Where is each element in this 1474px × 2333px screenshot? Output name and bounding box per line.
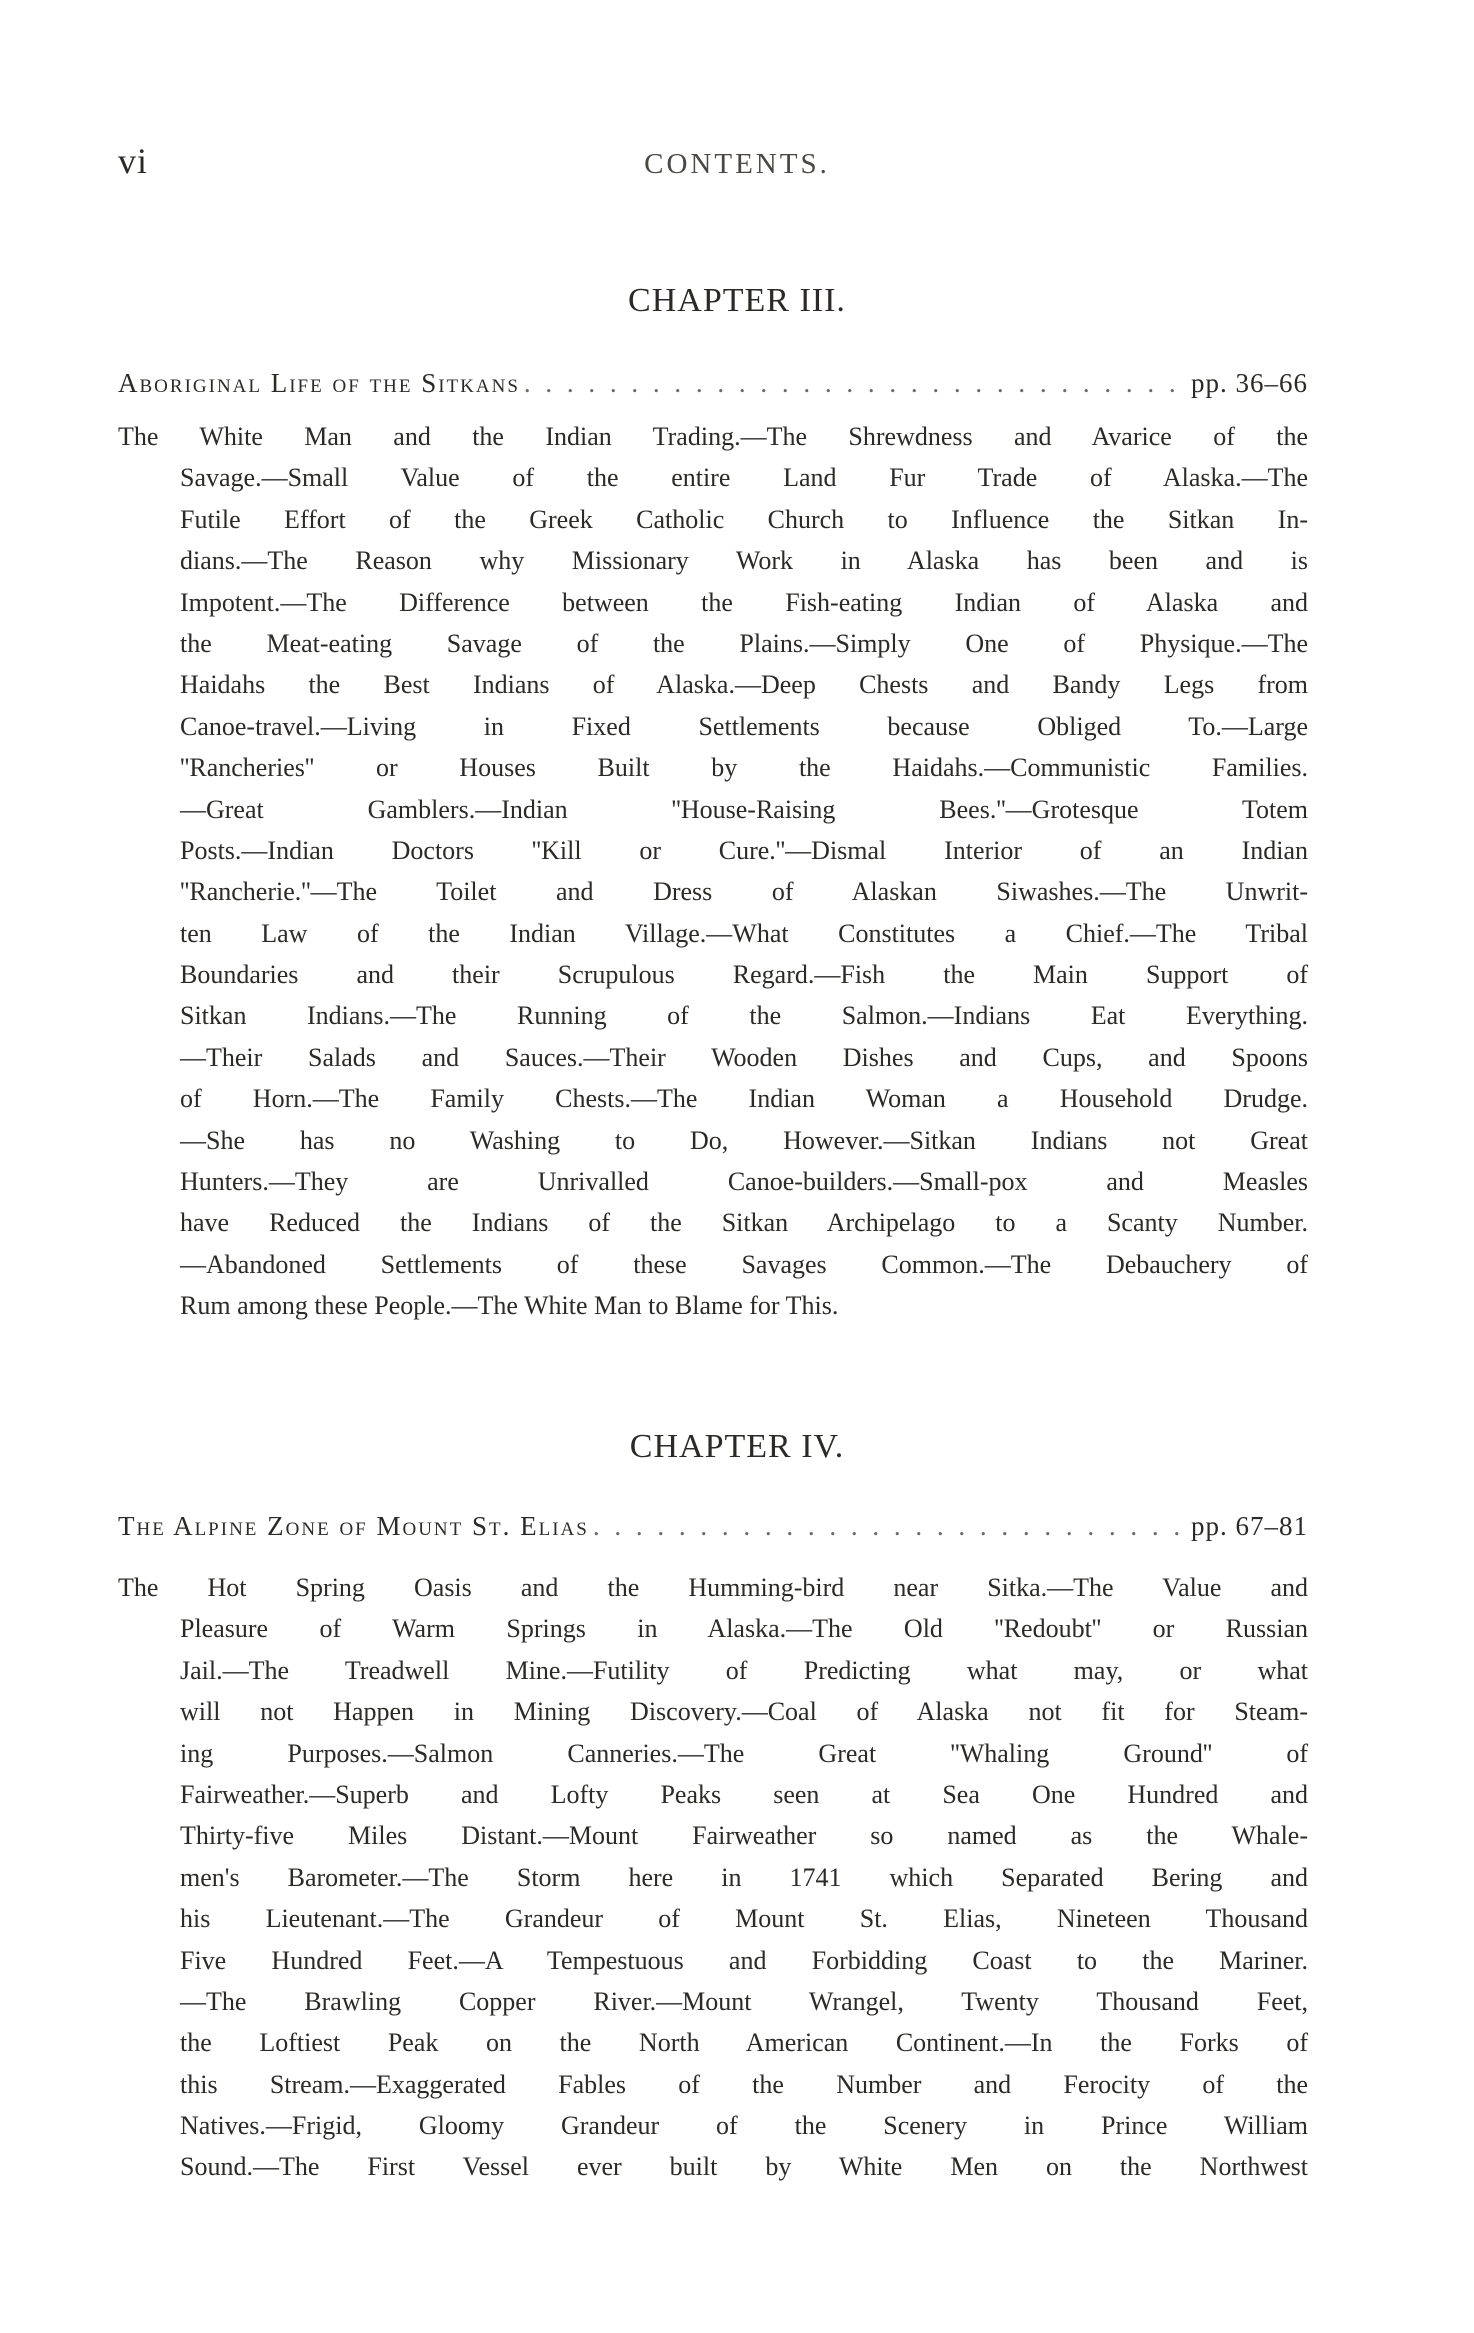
summary-line: The Hot Spring Oasis and the Humming-bird near Sitka.—The Value and — [118, 1573, 1308, 1602]
summary-line: ''Rancheries'' or Houses Built by the Haidahs.—Communistic Families. — [180, 753, 1308, 783]
chapter-title-line — [118, 1511, 1308, 1542]
summary-line: have Reduced the Indians of the Sitkan Archipelago to a Scanty Number. — [180, 1208, 1308, 1238]
summary-line: Pleasure of Warm Springs in Alaska.—The Old ''Redoubt'' or Russian — [180, 1614, 1308, 1644]
summary-line: Futile Effort of the Greek Catholic Church to Influence the Sitkan In- — [180, 504, 1308, 534]
chapter-summary — [118, 416, 1308, 1327]
summary-line: Savage.—Small Value of the entire Land Fur Trade of Alaska.—The — [180, 463, 1308, 493]
summary-line: —Their Salads and Sauces.—Their Wooden Dishes and Cups, and Spoons — [180, 1042, 1308, 1072]
summary-line: Fairweather.—Superb and Lofty Peaks seen at Sea One Hundred and — [180, 1779, 1308, 1809]
summary-line: ing Purposes.—Salmon Canneries.—The Great ''Whaling Ground'' of — [180, 1738, 1308, 1768]
chapter-heading: CHAPTER IV. — [629, 1428, 845, 1465]
running-head: CONTENTS. — [644, 148, 830, 180]
summary-line: Thirty-five Miles Distant.—Mount Fairweather so named as the Whale- — [180, 1821, 1308, 1851]
summary-line: Sitkan Indians.—The Running of the Salmon.—Indians Eat Everything. — [180, 1001, 1308, 1031]
summary-line: the Meat-eating Savage of the Plains.—Simply One of Physique.—The — [180, 628, 1308, 658]
summary-line: Boundaries and their Scrupulous Regard.—Fish the Main Support of — [180, 960, 1308, 990]
summary-line: Impotent.—The Difference between the Fish-eating Indian of Alaska and — [180, 587, 1308, 617]
summary-line: dians.—The Reason why Missionary Work in Alaska has been and is — [180, 546, 1308, 576]
chapter-page-range: pp. 36–66 — [1191, 368, 1308, 398]
summary-line: will not Happen in Mining Discovery.—Coal of Alaska not fit for Steam- — [180, 1697, 1308, 1727]
summary-line: Natives.—Frigid, Gloomy Grandeur of the Scenery in Prince William — [180, 2111, 1308, 2141]
chapter-summary — [118, 1567, 1308, 2188]
summary-line: ''Rancherie.''—The Toilet and Dress of Alaskan Siwashes.—The Unwrit- — [180, 877, 1308, 907]
summary-line: ten Law of the Indian Village.—What Constitutes a Chief.—The Tribal — [180, 918, 1308, 948]
summary-line: Jail.—The Treadwell Mine.—Futility of Predicting what may, or what — [180, 1655, 1308, 1685]
summary-line: Canoe-travel.—Living in Fixed Settlements because Obliged To.—Large — [180, 711, 1308, 741]
summary-line: Posts.—Indian Doctors ''Kill or Cure.''—Dismal Interior of an Indian — [180, 835, 1308, 865]
chapter-heading: CHAPTER III. — [628, 282, 846, 319]
page-folio: vi — [118, 141, 149, 181]
chapter-title: Aboriginal Life of the Sitkans — [118, 368, 520, 398]
summary-line: this Stream.—Exaggerated Fables of the Number and Ferocity of the — [180, 2069, 1308, 2099]
summary-line: Rum among these People.—The White Man to Blame for This. — [180, 1291, 839, 1321]
summary-line: men's Barometer.—The Storm here in 1741 which Separated Bering and — [180, 1862, 1308, 1892]
summary-line: of Horn.—The Family Chests.—The Indian Woman a Household Drudge. — [180, 1084, 1308, 1114]
chapter-title-line — [118, 368, 1308, 399]
dot-leader — [589, 1511, 1191, 1542]
summary-line: —She has no Washing to Do, However.—Sitkan Indians not Great — [180, 1125, 1308, 1155]
summary-line: —Abandoned Settlements of these Savages Common.—The Debauchery of — [180, 1249, 1308, 1279]
summary-line: Sound.—The First Vessel ever built by White Men on the Northwest — [180, 2152, 1308, 2182]
summary-line: Hunters.—They are Unrivalled Canoe-builders.—Small-pox and Measles — [180, 1167, 1308, 1197]
dot-leader — [520, 368, 1191, 399]
summary-line: —The Brawling Copper River.—Mount Wrangel, Twenty Thousand Feet, — [180, 1986, 1308, 2016]
summary-line: the Loftiest Peak on the North American Continent.—In the Forks of — [180, 2028, 1308, 2058]
summary-line: The White Man and the Indian Trading.—The Shrewdness and Avarice of the — [118, 422, 1308, 451]
summary-line: Five Hundred Feet.—A Tempestuous and Forbidding Coast to the Mariner. — [180, 1945, 1308, 1975]
summary-line: —Great Gamblers.—Indian ''House-Raising Bees.''—Grotesque Totem — [180, 794, 1308, 824]
chapter-title: The Alpine Zone of Mount St. Elias — [118, 1511, 589, 1541]
summary-line: Haidahs the Best Indians of Alaska.—Deep Chests and Bandy Legs from — [180, 670, 1308, 700]
chapter-page-range: pp. 67–81 — [1191, 1511, 1308, 1541]
summary-line: his Lieutenant.—The Grandeur of Mount St. Elias, Nineteen Thousand — [180, 1904, 1308, 1934]
